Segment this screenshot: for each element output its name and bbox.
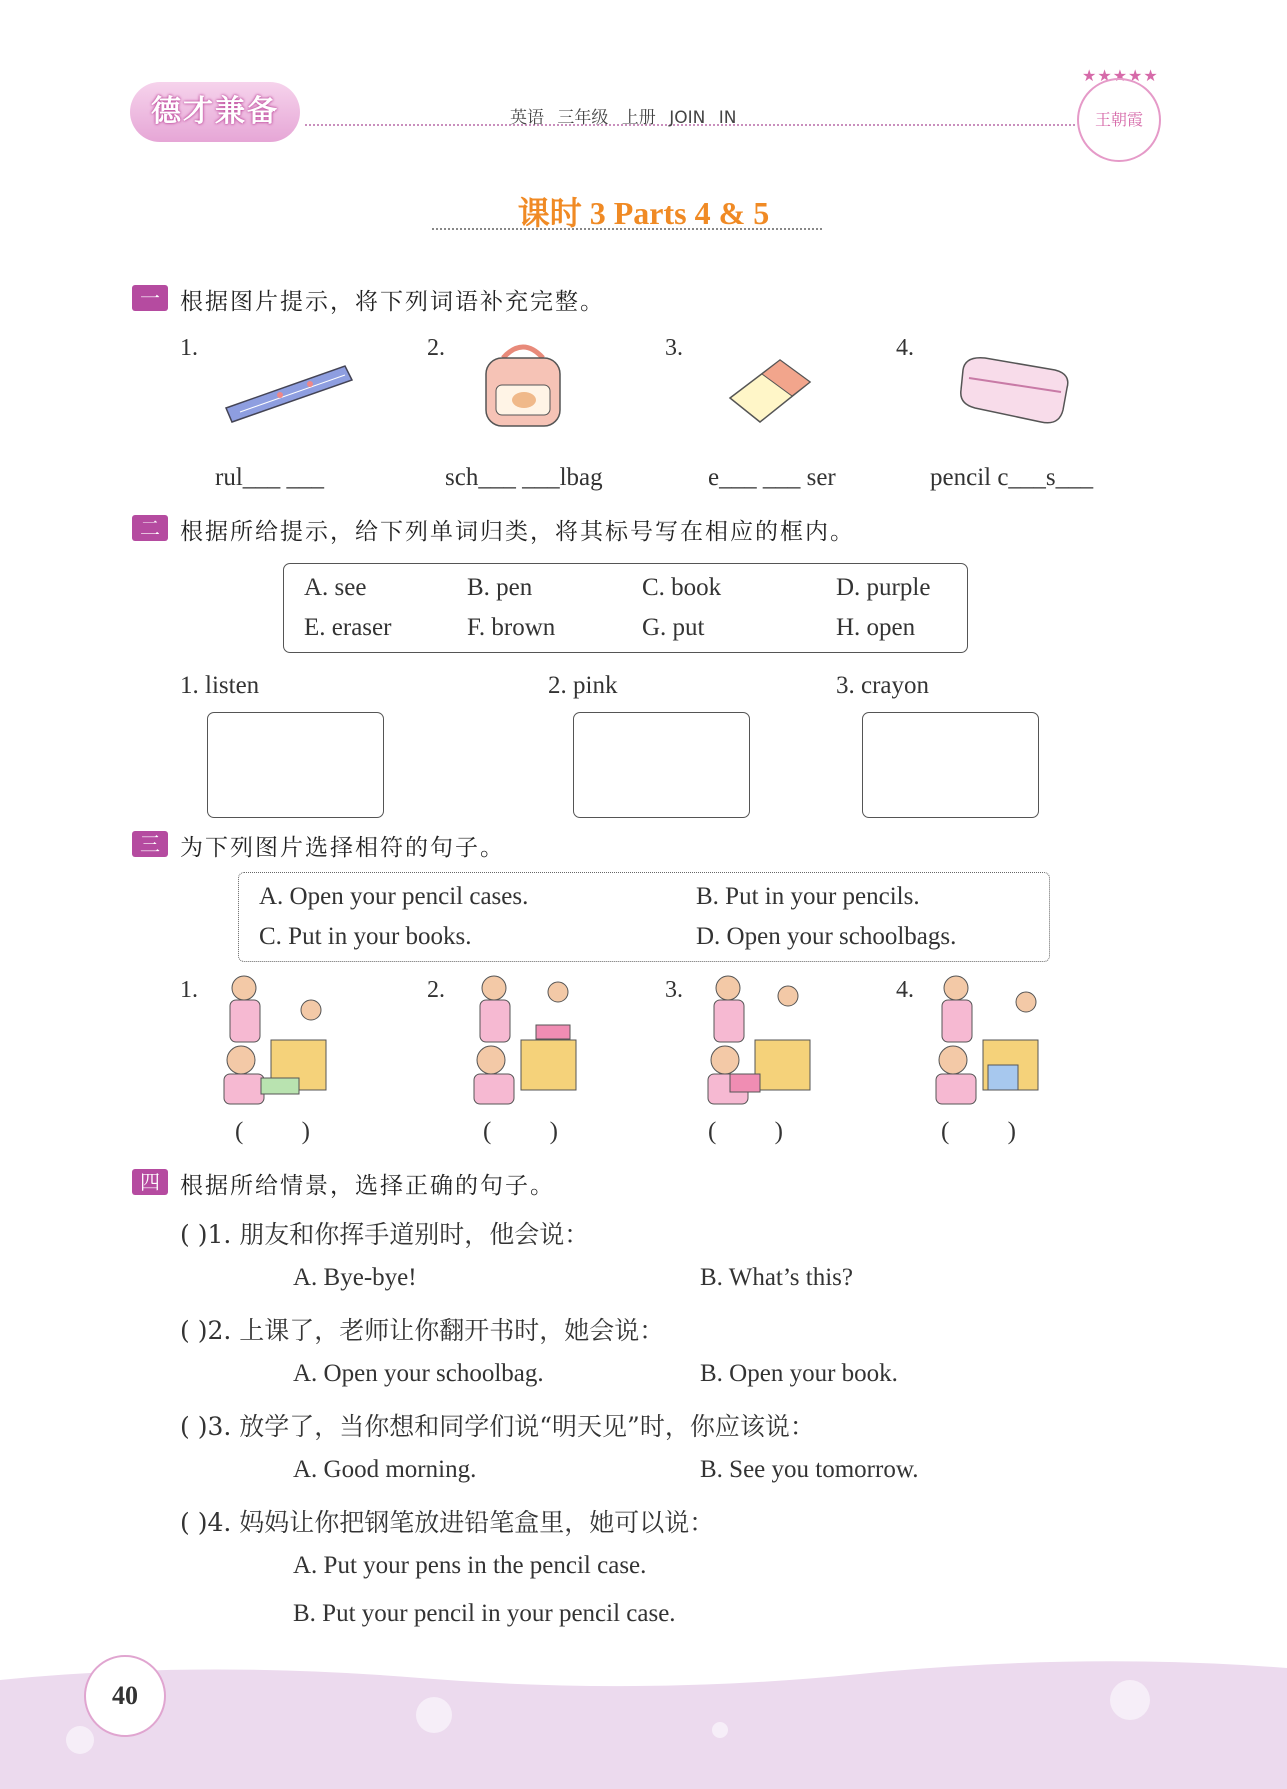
question-option: A. Good morning.	[293, 1456, 477, 1483]
pencil-case-picture	[955, 348, 1075, 430]
question-option: A. Bye-bye!	[293, 1264, 417, 1291]
footer-wave	[0, 1660, 1287, 1789]
classroom-scene-1	[216, 970, 341, 1110]
section-badge-2: 二	[132, 515, 168, 541]
answer-box-crayon[interactable]	[862, 712, 1039, 818]
brand-seal: 王朝霞	[1077, 78, 1161, 162]
question-prompt[interactable]: ( )4. 妈妈让你把钢笔放进铅笔盒里，她可以说：	[180, 1508, 715, 1537]
fill-blank-pencil-case[interactable]: pencil c___s___	[930, 464, 1094, 491]
answer-blank[interactable]: ( )	[235, 1118, 336, 1145]
brand-logo: 德才兼备	[130, 82, 300, 142]
title-underline	[432, 228, 822, 230]
item-number: 4.	[896, 335, 914, 361]
fill-blank-schoolbag[interactable]: sch___ ___lbag	[445, 464, 603, 491]
section-title-4: 根据所给情景，选择正确的句子。	[180, 1173, 555, 1199]
section-title-1: 根据图片提示，将下列词语补充完整。	[180, 289, 605, 315]
section-title-2: 根据所给提示，给下列单词归类，将其标号写在相应的框内。	[180, 519, 855, 545]
item-number: 1.	[180, 335, 198, 361]
word-option: H. open	[836, 614, 916, 641]
answer-box-listen[interactable]	[207, 712, 384, 818]
item-number: 2.	[427, 335, 445, 361]
page-number: 40	[84, 1655, 166, 1737]
word-option: D. purple	[836, 574, 931, 601]
classroom-scene-4	[928, 970, 1053, 1110]
seal-stars: ★★★★★	[1082, 66, 1159, 85]
section-badge-1: 一	[132, 285, 168, 311]
question-option: A. Open your schoolbag.	[293, 1360, 544, 1387]
classroom-scene-2	[466, 970, 591, 1110]
category-label: 3. crayon	[836, 672, 930, 699]
subject-line: 英语 三年级 上册 JOIN IN	[510, 108, 737, 128]
category-label: 1. listen	[180, 672, 260, 699]
question-option: B. Put your pencil in your pencil case.	[293, 1600, 676, 1627]
section-badge-3: 三	[132, 831, 168, 857]
category-label: 2. pink	[548, 672, 618, 699]
sentence-option: B. Put in your pencils.	[696, 883, 920, 910]
question-prompt[interactable]: ( )2. 上课了，老师让你翻开书时，她会说：	[180, 1316, 665, 1345]
word-option: C. book	[642, 574, 722, 601]
sentence-option: D. Open your schoolbags.	[696, 923, 957, 950]
answer-blank[interactable]: ( )	[941, 1118, 1042, 1145]
sentence-option: C. Put in your books.	[259, 923, 472, 950]
classroom-scene-3	[700, 970, 825, 1110]
section-badge-4: 四	[132, 1169, 168, 1195]
question-option: B. Open your book.	[700, 1360, 898, 1387]
picture-number: 4.	[896, 977, 914, 1003]
question-option: A. Put your pens in the pencil case.	[293, 1552, 647, 1579]
picture-number: 2.	[427, 977, 445, 1003]
section-title-3: 为下列图片选择相符的句子。	[180, 835, 505, 861]
answer-blank[interactable]: ( )	[483, 1118, 584, 1145]
schoolbag-picture	[478, 340, 568, 432]
answer-blank[interactable]: ( )	[708, 1118, 809, 1145]
answer-box-pink[interactable]	[573, 712, 750, 818]
eraser-picture	[722, 352, 817, 432]
lesson-title: 课时 3 Parts 4 & 5	[517, 195, 770, 231]
item-number: 3.	[665, 335, 683, 361]
word-option: G. put	[642, 614, 705, 641]
word-option: A. see	[304, 574, 367, 601]
question-prompt[interactable]: ( )3. 放学了，当你想和同学们说“明天见”时，你应该说：	[180, 1412, 815, 1441]
question-option: B. What’s this?	[700, 1264, 854, 1291]
fill-blank-ruler[interactable]: rul___ ___	[215, 464, 325, 491]
question-prompt[interactable]: ( )1. 朋友和你挥手道别时，他会说：	[180, 1220, 590, 1249]
picture-number: 3.	[665, 977, 683, 1003]
word-option: B. pen	[467, 574, 533, 601]
question-option: B. See you tomorrow.	[700, 1456, 919, 1483]
sentence-option: A. Open your pencil cases.	[259, 883, 529, 910]
word-option: E. eraser	[304, 614, 392, 641]
picture-number: 1.	[180, 977, 198, 1003]
fill-blank-eraser[interactable]: e___ ___ ser	[708, 464, 836, 491]
word-option: F. brown	[467, 614, 556, 641]
ruler-picture	[220, 360, 355, 430]
